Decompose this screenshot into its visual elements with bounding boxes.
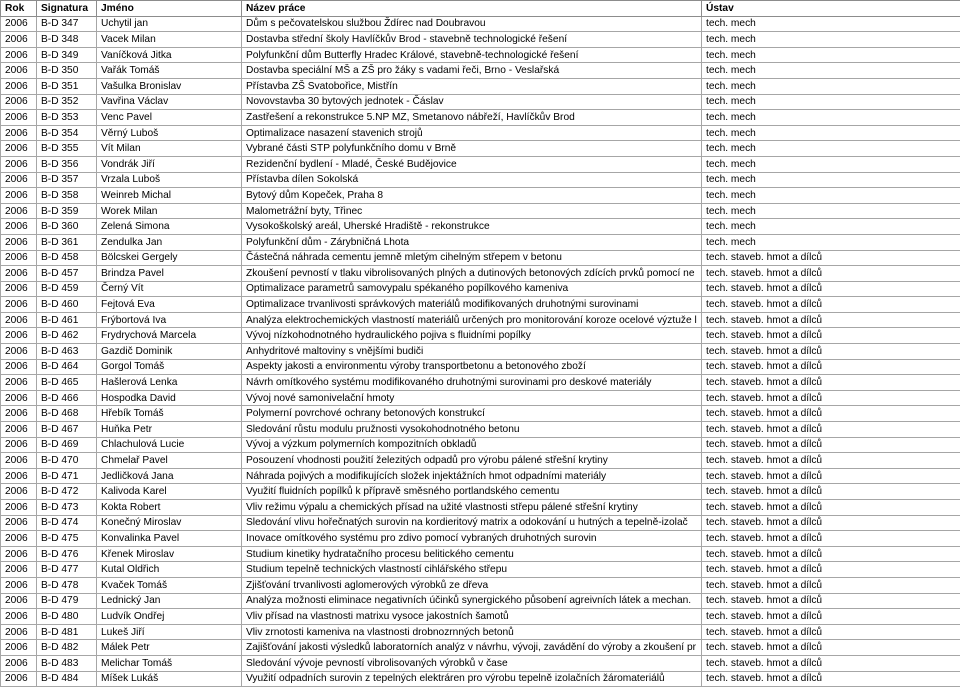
cell-jmeno: Konečný Miroslav [97, 515, 242, 531]
cell-rok: 2006 [1, 671, 37, 687]
table-row [1, 203, 960, 219]
cell-jmeno: Kvaček Tomáš [97, 577, 242, 593]
cell-nazev-prace: Vývoj nové samonivelační hmoty [242, 390, 702, 406]
cell-rok: 2006 [1, 359, 37, 375]
cell-signatura: B-D 473 [37, 500, 97, 516]
cell-ustav: tech. mech [702, 125, 960, 141]
cell-signatura: B-D 474 [37, 515, 97, 531]
cell-ustav: tech. staveb. hmot a dílců [702, 515, 960, 531]
cell-rok: 2006 [1, 468, 37, 484]
cell-signatura: B-D 482 [37, 640, 97, 656]
cell-nazev-prace: Využití odpadních surovin z tepelných elektráren pro výrobu tepelně izolačních žáromateriálů [242, 671, 702, 687]
cell-rok: 2006 [1, 344, 37, 360]
cell-rok: 2006 [1, 546, 37, 562]
cell-rok: 2006 [1, 375, 37, 391]
cell-signatura: B-D 466 [37, 390, 97, 406]
cell-signatura: B-D 458 [37, 250, 97, 266]
cell-ustav: tech. mech [702, 172, 960, 188]
cell-nazev-prace: Inovace omítkového systému pro zdivo pomocí vybraných druhotných surovin [242, 531, 702, 547]
table-row [1, 125, 960, 141]
cell-signatura: B-D 463 [37, 344, 97, 360]
cell-nazev-prace: Vývoj nízkohodnotného hydraulického pojiva s fluidními popílky [242, 328, 702, 344]
cell-nazev-prace: Dostavba střední školy Havlíčkův Brod - stavebně technologické řešení [242, 32, 702, 48]
cell-signatura: B-D 476 [37, 546, 97, 562]
cell-signatura: B-D 353 [37, 110, 97, 126]
header-ustav: Ústav [702, 1, 960, 17]
cell-signatura: B-D 471 [37, 468, 97, 484]
table-row [1, 312, 960, 328]
cell-nazev-prace: Novovstavba 30 bytových jednotek - Čáslav [242, 94, 702, 110]
cell-rok: 2006 [1, 577, 37, 593]
cell-rok: 2006 [1, 78, 37, 94]
cell-ustav: tech. mech [702, 47, 960, 63]
cell-signatura: B-D 356 [37, 156, 97, 172]
cell-rok: 2006 [1, 437, 37, 453]
cell-nazev-prace: Vybrané části STP polyfunkčního domu v Brně [242, 141, 702, 157]
cell-nazev-prace: Polymerní povrchové ochrany betonových konstrukcí [242, 406, 702, 422]
cell-ustav: tech. staveb. hmot a dílců [702, 624, 960, 640]
cell-rok: 2006 [1, 94, 37, 110]
cell-ustav: tech. mech [702, 110, 960, 126]
cell-jmeno: Weinreb Michal [97, 188, 242, 204]
cell-signatura: B-D 358 [37, 188, 97, 204]
cell-rok: 2006 [1, 110, 37, 126]
cell-jmeno: Jedličková Jana [97, 468, 242, 484]
cell-rok: 2006 [1, 203, 37, 219]
cell-ustav: tech. staveb. hmot a dílců [702, 297, 960, 313]
cell-nazev-prace: Aspekty jakosti a environmentu výroby transportbetonu a betonového zboží [242, 359, 702, 375]
table-row [1, 78, 960, 94]
cell-rok: 2006 [1, 406, 37, 422]
cell-signatura: B-D 457 [37, 266, 97, 282]
cell-ustav: tech. mech [702, 94, 960, 110]
cell-signatura: B-D 459 [37, 281, 97, 297]
cell-nazev-prace: Vliv režimu výpalu a chemických přísad na užité vlastnosti střepu pálené střešní krytiny [242, 500, 702, 516]
cell-nazev-prace: Náhrada pojivých a modifikujících složek injektážních hmot odpadními materiály [242, 468, 702, 484]
table-row [1, 47, 960, 63]
cell-ustav: tech. staveb. hmot a dílců [702, 406, 960, 422]
table-row [1, 422, 960, 438]
cell-rok: 2006 [1, 32, 37, 48]
table-row [1, 375, 960, 391]
cell-ustav: tech. staveb. hmot a dílců [702, 562, 960, 578]
cell-nazev-prace: Vysokoškolský areál, Uherské Hradiště - rekonstrukce [242, 219, 702, 235]
cell-ustav: tech. staveb. hmot a dílců [702, 437, 960, 453]
table-row [1, 234, 960, 250]
header-nazev-prace: Název práce [242, 1, 702, 17]
cell-nazev-prace: Posouzení vhodnosti použití železitých odpadů pro výrobu pálené střešní krytiny [242, 453, 702, 469]
cell-ustav: tech. mech [702, 219, 960, 235]
cell-ustav: tech. staveb. hmot a dílců [702, 359, 960, 375]
cell-signatura: B-D 469 [37, 437, 97, 453]
table-row [1, 531, 960, 547]
table-row [1, 468, 960, 484]
cell-signatura: B-D 348 [37, 32, 97, 48]
cell-jmeno: Brindza Pavel [97, 266, 242, 282]
table-row [1, 344, 960, 360]
cell-signatura: B-D 359 [37, 203, 97, 219]
cell-nazev-prace: Zjišťování trvanlivosti aglomerových výrobků ze dřeva [242, 577, 702, 593]
cell-jmeno: Konvalinka Pavel [97, 531, 242, 547]
cell-rok: 2006 [1, 390, 37, 406]
cell-rok: 2006 [1, 47, 37, 63]
cell-signatura: B-D 465 [37, 375, 97, 391]
cell-nazev-prace: Zastřešení a rekonstrukce 5.NP MZ, Smetanovo nábřeží, Havlíčkův Brod [242, 110, 702, 126]
table-row [1, 484, 960, 500]
cell-jmeno: Gorgol Tomáš [97, 359, 242, 375]
cell-ustav: tech. mech [702, 234, 960, 250]
cell-ustav: tech. staveb. hmot a dílců [702, 453, 960, 469]
cell-signatura: B-D 462 [37, 328, 97, 344]
cell-rok: 2006 [1, 453, 37, 469]
cell-rok: 2006 [1, 16, 37, 32]
table-header-row [1, 1, 960, 17]
cell-signatura: B-D 352 [37, 94, 97, 110]
cell-ustav: tech. staveb. hmot a dílců [702, 609, 960, 625]
cell-signatura: B-D 347 [37, 16, 97, 32]
cell-rok: 2006 [1, 63, 37, 79]
cell-signatura: B-D 479 [37, 593, 97, 609]
cell-rok: 2006 [1, 624, 37, 640]
table-row [1, 577, 960, 593]
table-row [1, 94, 960, 110]
cell-signatura: B-D 350 [37, 63, 97, 79]
cell-rok: 2006 [1, 219, 37, 235]
table-row [1, 453, 960, 469]
cell-signatura: B-D 349 [37, 47, 97, 63]
table-row [1, 188, 960, 204]
cell-rok: 2006 [1, 156, 37, 172]
cell-ustav: tech. staveb. hmot a dílců [702, 655, 960, 671]
cell-ustav: tech. staveb. hmot a dílců [702, 390, 960, 406]
cell-signatura: B-D 478 [37, 577, 97, 593]
cell-nazev-prace: Studium kinetiky hydratačního procesu belitického cementu [242, 546, 702, 562]
table-row [1, 500, 960, 516]
cell-ustav: tech. staveb. hmot a dílců [702, 484, 960, 500]
cell-nazev-prace: Analýza možnosti eliminace negativních účinků synergického působení agreivních látek a mechan. [242, 593, 702, 609]
cell-rok: 2006 [1, 484, 37, 500]
cell-ustav: tech. staveb. hmot a dílců [702, 422, 960, 438]
cell-signatura: B-D 477 [37, 562, 97, 578]
cell-jmeno: Vařák Tomáš [97, 63, 242, 79]
cell-rok: 2006 [1, 562, 37, 578]
cell-nazev-prace: Částečná náhrada cementu jemně mletým cihelným střepem v betonu [242, 250, 702, 266]
table-row [1, 609, 960, 625]
cell-nazev-prace: Optimalizace nasazení stavenich strojů [242, 125, 702, 141]
cell-signatura: B-D 461 [37, 312, 97, 328]
cell-jmeno: Frydrychová Marcela [97, 328, 242, 344]
cell-signatura: B-D 480 [37, 609, 97, 625]
cell-nazev-prace: Využití fluidních popílků k přípravě směsného portlandského cementu [242, 484, 702, 500]
cell-rok: 2006 [1, 531, 37, 547]
cell-nazev-prace: Rezidenční bydlení - Mladé, České Budějovice [242, 156, 702, 172]
cell-nazev-prace: Vliv zrnotosti kameniva na vlastnosti drobnozrnných betonů [242, 624, 702, 640]
table-body [1, 16, 960, 687]
cell-rok: 2006 [1, 250, 37, 266]
cell-signatura: B-D 355 [37, 141, 97, 157]
cell-signatura: B-D 481 [37, 624, 97, 640]
cell-ustav: tech. staveb. hmot a dílců [702, 640, 960, 656]
cell-ustav: tech. staveb. hmot a dílců [702, 546, 960, 562]
table-row [1, 266, 960, 282]
table-row [1, 156, 960, 172]
cell-nazev-prace: Vývoj a výzkum polymerních kompozitních obkladů [242, 437, 702, 453]
cell-jmeno: Chmelař Pavel [97, 453, 242, 469]
cell-jmeno: Melichar Tomáš [97, 655, 242, 671]
table-row [1, 593, 960, 609]
cell-jmeno: Míšek Lukáš [97, 671, 242, 687]
table-row [1, 562, 960, 578]
cell-rok: 2006 [1, 515, 37, 531]
table-row [1, 250, 960, 266]
cell-jmeno: Bölcskei Gergely [97, 250, 242, 266]
cell-nazev-prace: Přístavba ZŠ Svatobořice, Mistřín [242, 78, 702, 94]
cell-ustav: tech. mech [702, 16, 960, 32]
cell-jmeno: Ludvík Ondřej [97, 609, 242, 625]
cell-rok: 2006 [1, 281, 37, 297]
cell-nazev-prace: Dostavba speciální MŠ a ZŠ pro žáky s vadami řeči, Brno - Veslařská [242, 63, 702, 79]
cell-rok: 2006 [1, 422, 37, 438]
cell-jmeno: Černý Vít [97, 281, 242, 297]
table-row [1, 141, 960, 157]
cell-jmeno: Kokta Robert [97, 500, 242, 516]
cell-ustav: tech. mech [702, 63, 960, 79]
cell-nazev-prace: Zkoušení pevností v tlaku vibrolisovaných plných a dutinových betonových zdících prvků pomocí ne [242, 266, 702, 282]
table-row [1, 297, 960, 313]
cell-rok: 2006 [1, 234, 37, 250]
cell-signatura: B-D 468 [37, 406, 97, 422]
cell-jmeno: Gazdič Dominik [97, 344, 242, 360]
cell-jmeno: Hřebík Tomáš [97, 406, 242, 422]
cell-rok: 2006 [1, 655, 37, 671]
cell-nazev-prace: Optimalizace parametrů samovypalu spékaného popílkového kameniva [242, 281, 702, 297]
header-rok: Rok [1, 1, 37, 17]
cell-nazev-prace: Optimalizace trvanlivosti správkových materiálů modifikovaných druhotnými surovinami [242, 297, 702, 313]
cell-rok: 2006 [1, 266, 37, 282]
cell-jmeno: Fejtová Eva [97, 297, 242, 313]
cell-nazev-prace: Anhydritové maltoviny s vnějšími budiči [242, 344, 702, 360]
cell-ustav: tech. mech [702, 141, 960, 157]
cell-rok: 2006 [1, 125, 37, 141]
cell-ustav: tech. staveb. hmot a dílců [702, 671, 960, 687]
cell-ustav: tech. staveb. hmot a dílců [702, 500, 960, 516]
table-row [1, 172, 960, 188]
cell-signatura: B-D 360 [37, 219, 97, 235]
table-row [1, 281, 960, 297]
cell-jmeno: Hašlerová Lenka [97, 375, 242, 391]
cell-nazev-prace: Analýza elektrochemických vlastností materiálů určených pro monitorování koroze ocelové výztuže l [242, 312, 702, 328]
cell-signatura: B-D 464 [37, 359, 97, 375]
cell-nazev-prace: Návrh omítkového systému modifikovaného druhotnými surovinami pro deskové materiály [242, 375, 702, 391]
cell-nazev-prace: Polyfunkční dům Butterfly Hradec Králové, stavebně-technologické řešení [242, 47, 702, 63]
cell-rok: 2006 [1, 297, 37, 313]
cell-ustav: tech. staveb. hmot a dílců [702, 375, 960, 391]
cell-ustav: tech. staveb. hmot a dílců [702, 344, 960, 360]
cell-nazev-prace: Přístavba dílen Sokolská [242, 172, 702, 188]
cell-ustav: tech. staveb. hmot a dílců [702, 531, 960, 547]
table-row [1, 671, 960, 687]
cell-jmeno: Zelená Simona [97, 219, 242, 235]
cell-signatura: B-D 467 [37, 422, 97, 438]
cell-ustav: tech. mech [702, 78, 960, 94]
cell-rok: 2006 [1, 609, 37, 625]
cell-ustav: tech. staveb. hmot a dílců [702, 250, 960, 266]
cell-jmeno: Worek Milan [97, 203, 242, 219]
table-row [1, 328, 960, 344]
cell-jmeno: Věrný Luboš [97, 125, 242, 141]
cell-jmeno: Vaníčková Jitka [97, 47, 242, 63]
cell-jmeno: Vašulka Bronislav [97, 78, 242, 94]
cell-rok: 2006 [1, 593, 37, 609]
cell-jmeno: Kalivoda Karel [97, 484, 242, 500]
cell-nazev-prace: Malometrážní byty, Třinec [242, 203, 702, 219]
table-row [1, 219, 960, 235]
cell-jmeno: Vít Milan [97, 141, 242, 157]
cell-jmeno: Frýbortová Iva [97, 312, 242, 328]
cell-rok: 2006 [1, 188, 37, 204]
cell-signatura: B-D 483 [37, 655, 97, 671]
cell-nazev-prace: Sledování vývoje pevností vibrolisovaných výrobků v čase [242, 655, 702, 671]
cell-signatura: B-D 475 [37, 531, 97, 547]
cell-jmeno: Huňka Petr [97, 422, 242, 438]
cell-jmeno: Vondrák Jiří [97, 156, 242, 172]
cell-rok: 2006 [1, 640, 37, 656]
cell-nazev-prace: Sledování vlivu hořečnatých surovin na kordieritový matrix a odokování u hutných a tepelně-izolač [242, 515, 702, 531]
cell-jmeno: Vacek Milan [97, 32, 242, 48]
table-row [1, 63, 960, 79]
table-row [1, 437, 960, 453]
cell-nazev-prace: Vliv přísad na vlastnosti matrixu vysoce jakostních šamotů [242, 609, 702, 625]
cell-nazev-prace: Zajišťování jakosti výsledků laboratorních analýz v návrhu, vývoji, zavádění do výroby a zkoušení pr [242, 640, 702, 656]
cell-ustav: tech. staveb. hmot a dílců [702, 593, 960, 609]
cell-nazev-prace: Polyfunkční dům - Zárybničná Lhota [242, 234, 702, 250]
cell-jmeno: Lednický Jan [97, 593, 242, 609]
cell-nazev-prace: Sledování růstu modulu pružnosti vysokohodnotného betonu [242, 422, 702, 438]
cell-jmeno: Uchytil jan [97, 16, 242, 32]
cell-ustav: tech. staveb. hmot a dílců [702, 328, 960, 344]
cell-nazev-prace: Bytový dům Kopeček, Praha 8 [242, 188, 702, 204]
cell-jmeno: Křenek Miroslav [97, 546, 242, 562]
table-row [1, 546, 960, 562]
cell-ustav: tech. mech [702, 203, 960, 219]
cell-jmeno: Vrzala Luboš [97, 172, 242, 188]
table-row [1, 390, 960, 406]
cell-ustav: tech. staveb. hmot a dílců [702, 312, 960, 328]
cell-signatura: B-D 354 [37, 125, 97, 141]
cell-jmeno: Venc Pavel [97, 110, 242, 126]
table-row [1, 640, 960, 656]
table-row [1, 515, 960, 531]
cell-jmeno: Hospodka David [97, 390, 242, 406]
cell-ustav: tech. mech [702, 32, 960, 48]
cell-ustav: tech. staveb. hmot a dílců [702, 281, 960, 297]
header-signatura: Signatura [37, 1, 97, 17]
cell-jmeno: Chlachulová Lucie [97, 437, 242, 453]
cell-jmeno: Lukeš Jiří [97, 624, 242, 640]
table-row [1, 16, 960, 32]
cell-rok: 2006 [1, 500, 37, 516]
cell-signatura: B-D 472 [37, 484, 97, 500]
cell-jmeno: Kutal Oldřich [97, 562, 242, 578]
cell-ustav: tech. staveb. hmot a dílců [702, 577, 960, 593]
cell-jmeno: Vavřina Václav [97, 94, 242, 110]
cell-jmeno: Zendulka Jan [97, 234, 242, 250]
cell-nazev-prace: Dům s pečovatelskou službou Ždírec nad Doubravou [242, 16, 702, 32]
table-row [1, 32, 960, 48]
cell-signatura: B-D 460 [37, 297, 97, 313]
cell-signatura: B-D 351 [37, 78, 97, 94]
table-row [1, 406, 960, 422]
cell-ustav: tech. mech [702, 156, 960, 172]
table-row [1, 655, 960, 671]
cell-ustav: tech. staveb. hmot a dílců [702, 266, 960, 282]
cell-signatura: B-D 361 [37, 234, 97, 250]
cell-nazev-prace: Studium tepelně technických vlastností cihlářského střepu [242, 562, 702, 578]
cell-rok: 2006 [1, 312, 37, 328]
cell-signatura: B-D 357 [37, 172, 97, 188]
cell-rok: 2006 [1, 328, 37, 344]
cell-ustav: tech. staveb. hmot a dílců [702, 468, 960, 484]
cell-rok: 2006 [1, 141, 37, 157]
header-jmeno: Jméno [97, 1, 242, 17]
cell-rok: 2006 [1, 172, 37, 188]
table-row [1, 110, 960, 126]
cell-ustav: tech. mech [702, 188, 960, 204]
cell-jmeno: Málek Petr [97, 640, 242, 656]
cell-signatura: B-D 484 [37, 671, 97, 687]
table-row [1, 359, 960, 375]
cell-signatura: B-D 470 [37, 453, 97, 469]
